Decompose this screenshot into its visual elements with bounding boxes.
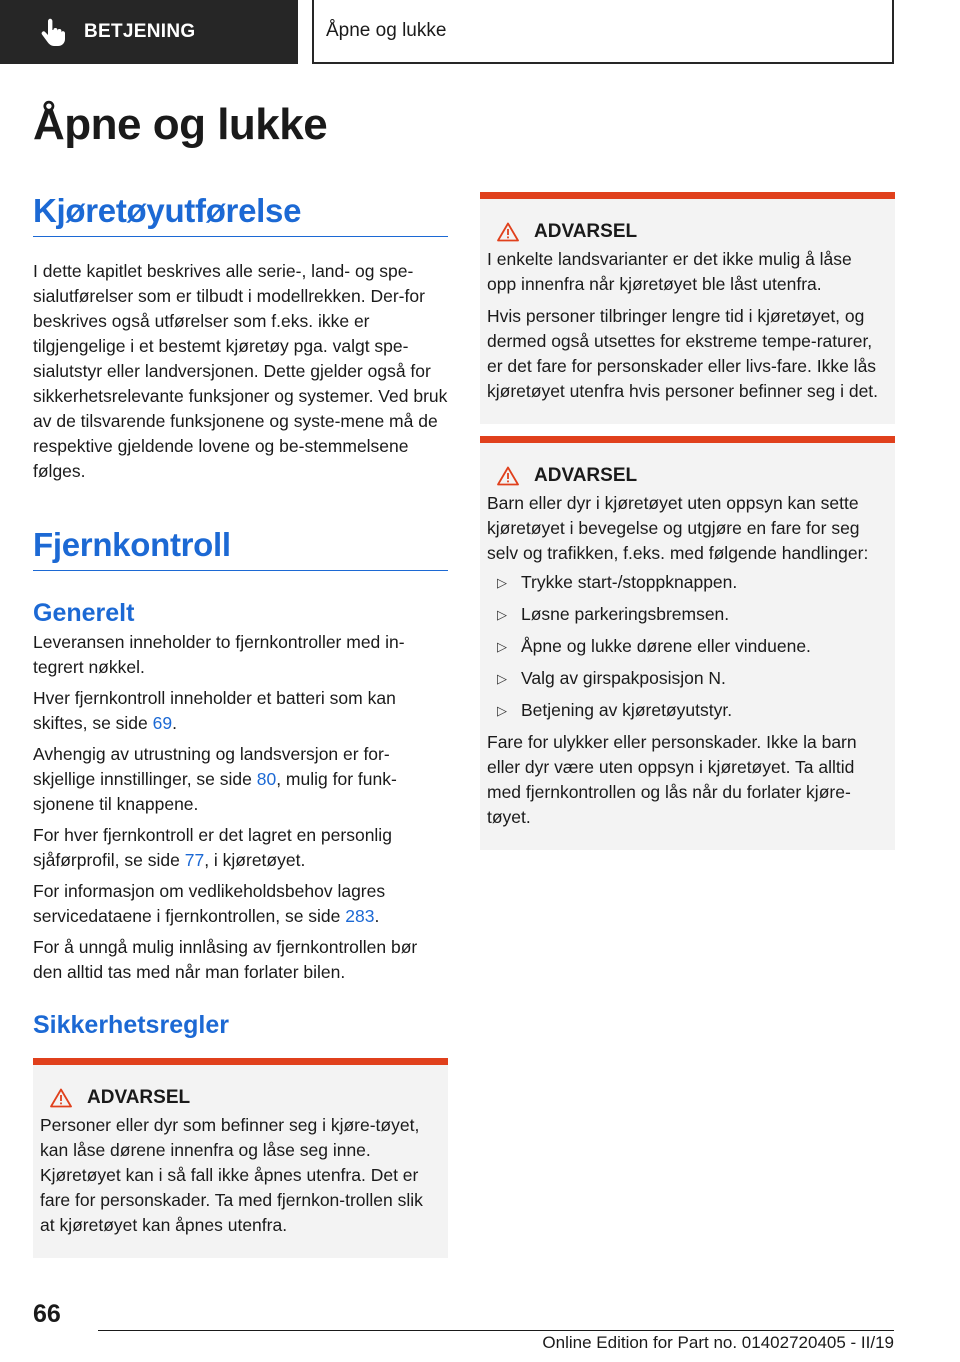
warning-paragraph: Barn eller dyr i kjøretøyet uten oppsyn kan sette kjøretøyet i bevegelse og utgjøre en fare for seg selv og trafikken, f.eks. med følgende handlinger:	[487, 493, 869, 563]
right-column	[480, 192, 895, 850]
triangle-bullet-icon: ▷	[497, 575, 507, 590]
warning-triangle-icon	[497, 466, 519, 486]
warning-triangle-icon	[497, 222, 519, 242]
warning-action-list	[487, 570, 885, 723]
warning-title: ADVARSEL	[534, 465, 638, 486]
page-title: Åpne og lukke	[33, 100, 328, 149]
warning-box-locked-in	[33, 1058, 448, 1258]
page-number: 66	[33, 1300, 61, 1328]
warning-paragraph: Fare for ulykker eller personskader. Ikke la barn eller dyr være uten oppsyn i kjøretøyet. Ta alltid med fjernkontrollen og lås når du forlater kjøre-tøyet.	[487, 732, 857, 827]
footer-edition: Online Edition for Part no. 01402720405 - II/19	[542, 1333, 894, 1352]
general-paragraph-5: For informasjon om vedlikeholdsbehov lagres servicedataene i fjernkontrollen, se side 283.	[33, 881, 386, 926]
general-paragraph-2: Hver fjernkontroll inneholder et batteri som kan skiftes, se side 69.	[33, 688, 396, 733]
heading-vehicle-version: Kjøretøyutførelse	[33, 192, 448, 237]
vehicle-version-text: I dette kapitlet beskrives alle serie-, land- og spe-sialutførelser som er tilbudt i modellrekken. Der-for beskrives også utførelser som f.eks. ikke er tilgjengelige i et bestemt kjøretøy pga. valgt spe-sialutstyr eller landversjonen. Dette gjelder også for sikkerhetsrelevante funksjoner og systemer. Ved bruk av de tilsvarende funksjonene og syste-mene må de respektive gjeldende lovene og be-stemmelsene følges.	[33, 261, 448, 481]
heading-remote-control: Fjernkontroll	[33, 526, 448, 571]
list-item: ▷ Betjening av kjøretøyutstyr.	[487, 698, 885, 723]
section-label: BETJENING	[84, 21, 196, 42]
header-page-title: Åpne og lukke	[312, 0, 894, 64]
page-link-77[interactable]: 77	[184, 850, 205, 870]
general-paragraph-6: For å unngå mulig innlåsing av fjernkontrollen bør den alltid tas med når man forlater bilen.	[33, 937, 418, 982]
warning-text: Personer eller dyr som befinner seg i kjøre-tøyet, kan låse dørene innenfra og låse seg inne. Kjøretøyet kan i så fall ikke åpnes utenfra. Det er fare for personskader. Ta med fjernkon-trollen slik at kjøretøyet kan åpnes utenfra.	[40, 1115, 423, 1235]
page-link-283[interactable]: 283	[345, 906, 375, 926]
page-link-69[interactable]: 69	[152, 713, 173, 733]
heading-general: Generelt	[33, 599, 135, 627]
left-column	[33, 192, 448, 1258]
list-item: ▷ Trykke start-/stoppknappen.	[487, 570, 885, 595]
warning-triangle-icon	[50, 1088, 72, 1108]
general-paragraph-4: For hver fjernkontroll er det lagret en personlig sjåførprofil, se side 77, i kjøretøyet.	[33, 825, 392, 870]
triangle-bullet-icon: ▷	[497, 671, 507, 686]
warning-box-unlock	[480, 192, 895, 424]
warning-box-children	[480, 436, 895, 850]
header-section-tab	[0, 0, 298, 64]
triangle-bullet-icon: ▷	[497, 703, 507, 718]
list-item: ▷ Løsne parkeringsbremsen.	[487, 602, 885, 627]
general-paragraph-1: Leveransen inneholder to fjernkontroller med in-tegrert nøkkel.	[33, 632, 405, 677]
list-item: ▷ Valg av girspakposisjon N.	[487, 666, 885, 691]
warning-paragraph: Hvis personer tilbringer lengre tid i kjøretøyet, og dermed også utsettes for ekstreme tempe-raturer, er det fare for personskader eller livs-fare. Ikke lås kjøretøyet utenfra hvis personer befinner seg i det.	[487, 306, 879, 401]
triangle-bullet-icon: ▷	[497, 639, 507, 654]
warning-title: ADVARSEL	[534, 221, 638, 242]
list-item: ▷ Åpne og lukke dørene eller vinduene.	[487, 634, 885, 659]
warning-title: ADVARSEL	[87, 1087, 191, 1108]
triangle-bullet-icon: ▷	[497, 607, 507, 622]
warning-paragraph: I enkelte landsvarianter er det ikke mulig å låse opp innenfra når kjøretøyet ble låst utenfra.	[487, 249, 852, 294]
hand-pointer-icon	[40, 18, 66, 46]
general-paragraph-3: Avhengig av utrustning og landsversjon er for-skjellige innstillinger, se side 80, mulig for funk-sjonene til knappene.	[33, 744, 397, 814]
footer-divider	[98, 1330, 894, 1331]
page-link-80[interactable]: 80	[256, 769, 277, 789]
heading-safety-rules: Sikkerhetsregler	[33, 1011, 229, 1039]
